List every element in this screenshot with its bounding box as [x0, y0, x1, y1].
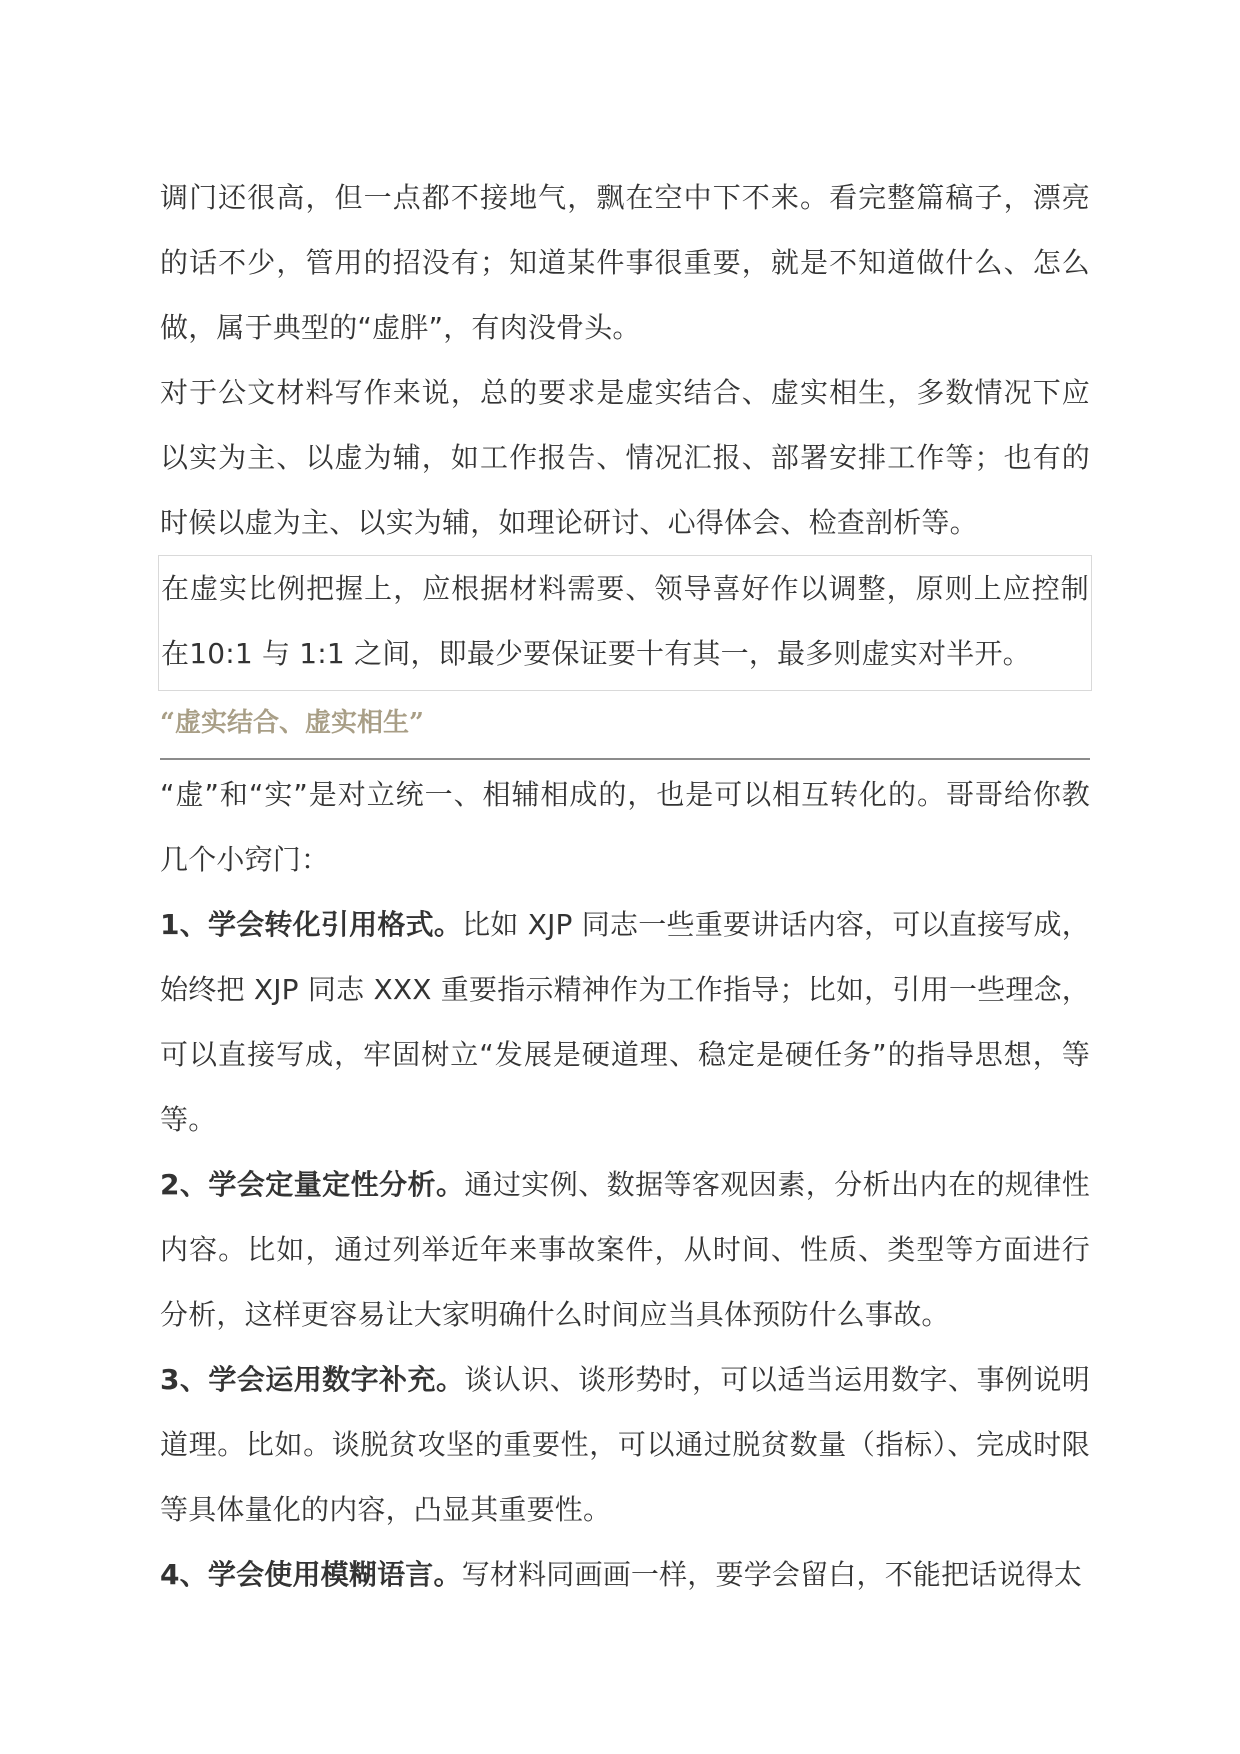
paragraph-4: “虚”和“实”是对立统一、相辅相成的，也是可以相互转化的。哥哥给你教几个小窍门： [160, 778, 1090, 876]
tip-1-body: 比如 XJP 同志一些重要讲话内容，可以直接写成，始终把 XJP 同志 XXX 重要指示精神作为工作指导；比如，引用一些理念，可以直接写成，牢固树立“发展是硬道理、稳定是硬任务”的指导思想，等等。 [160, 908, 1090, 1136]
highlight-box [158, 555, 1092, 691]
tip-3-lead: 3、学会运用数字补充。 [160, 1363, 465, 1396]
section-heading: “虚实结合、虚实相生” [160, 708, 424, 738]
tip-2-body: 通过实例、数据等客观因素，分析出内在的规律性内容。比如，通过列举近年来事故案件，从时间、性质、类型等方面进行分析，这样更容易让大家明确什么时间应当具体预防什么事故。 [160, 1168, 1090, 1331]
document-body [160, 165, 1090, 1607]
section-heading-block [160, 693, 1090, 760]
tip-4-lead: 4、学会使用模糊语言。 [160, 1558, 462, 1591]
tip-3-body: 谈认识、谈形势时，可以适当运用数字、事例说明道理。比如。谈脱贫攻坚的重要性，可以通过脱贫数量（指标）、完成时限等具体量化的内容，凸显其重要性。 [160, 1363, 1090, 1526]
paragraph-1: 调门还很高，但一点都不接地气，飘在空中下不来。看完整篇稿子，漂亮的话不少，管用的招没有；知道某件事很重要，就是不知道做什么、怎么做，属于典型的“虚胖”，有肉没骨头。 [160, 181, 1090, 344]
tip-3 [160, 1347, 1090, 1542]
tip-1 [160, 892, 1090, 1152]
tip-4-body: 写材料同画画一样，要学会留白，不能把话说得太 [461, 1558, 1083, 1591]
tip-2-lead: 2、学会定量定性分析。 [160, 1168, 465, 1201]
paragraph-3: 在虚实比例把握上，应根据材料需要、领导喜好作以调整，原则上应控制在10:1 与 1:1 之间，即最少要保证要十有其一，最多则虚实对半开。 [161, 572, 1089, 670]
tip-1-lead: 1、学会转化引用格式。 [160, 908, 463, 941]
tip-2 [160, 1152, 1090, 1347]
tip-4 [160, 1542, 1090, 1607]
paragraph-2: 对于公文材料写作来说，总的要求是虚实结合、虚实相生，多数情况下应以实为主、以虚为辅，如工作报告、情况汇报、部署安排工作等；也有的时候以虚为主、以实为辅，如理论研讨、心得体会、检查剖析等。 [160, 376, 1090, 539]
